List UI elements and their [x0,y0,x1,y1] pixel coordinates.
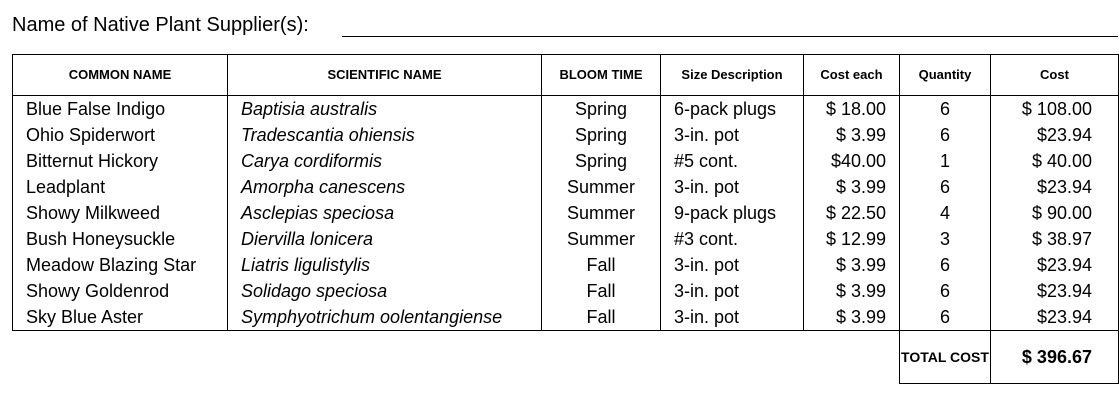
cell-cost-each: $ 22.50 [804,200,900,226]
cell-cost-each: $ 3.99 [804,252,900,278]
cell-size-description: 3-in. pot [661,278,804,304]
cell-common-name: Sky Blue Aster [13,304,228,331]
cell-scientific-name: Tradescantia ohiensis [228,122,542,148]
table-row [13,252,1119,278]
cell-scientific-name: Amorpha canescens [228,174,542,200]
cell-common-name: Showy Goldenrod [13,278,228,304]
cell-bloom-time: Spring [542,96,661,123]
total-row-spacer [13,331,900,384]
cell-size-description: 9-pack plugs [661,200,804,226]
cell-cost-each: $ 3.99 [804,174,900,200]
cell-common-name: Leadplant [13,174,228,200]
cell-cost-each: $ 3.99 [804,278,900,304]
cell-scientific-name: Baptisia australis [228,96,542,123]
cell-scientific-name: Symphyotrichum oolentangiense [228,304,542,331]
cell-bloom-time: Fall [542,278,661,304]
cell-size-description: 3-in. pot [661,304,804,331]
cell-quantity: 6 [900,304,991,331]
cell-common-name: Blue False Indigo [13,96,228,123]
cell-quantity: 6 [900,278,991,304]
cell-size-description: 3-in. pot [661,252,804,278]
cell-quantity: 6 [900,252,991,278]
header-common-name: COMMON NAME [13,55,228,96]
cell-common-name: Meadow Blazing Star [13,252,228,278]
cell-cost: $23.94 [991,278,1119,304]
cell-quantity: 6 [900,122,991,148]
cell-quantity: 4 [900,200,991,226]
cell-scientific-name: Asclepias speciosa [228,200,542,226]
cell-cost: $23.94 [991,304,1119,331]
cell-quantity: 6 [900,174,991,200]
cell-size-description: 3-in. pot [661,174,804,200]
cell-cost-each: $ 18.00 [804,96,900,123]
cell-cost: $ 38.97 [991,226,1119,252]
plant-order-table [12,54,1119,384]
cell-bloom-time: Fall [542,304,661,331]
cell-bloom-time: Summer [542,200,661,226]
cell-cost: $23.94 [991,174,1119,200]
cell-common-name: Bush Honeysuckle [13,226,228,252]
cell-cost-each: $ 12.99 [804,226,900,252]
header-bloom-time: BLOOM TIME [542,55,661,96]
cell-bloom-time: Spring [542,122,661,148]
cell-size-description: #3 cont. [661,226,804,252]
supplier-label: Name of Native Plant Supplier(s): [12,14,309,36]
header-quantity: Quantity [900,55,991,96]
total-cost-value: $ 396.67 [991,331,1119,384]
cell-cost-each: $40.00 [804,148,900,174]
table-row [13,122,1119,148]
total-row [13,331,1119,384]
cell-quantity: 6 [900,96,991,123]
table-row [13,278,1119,304]
table-row [13,96,1119,123]
cell-cost: $ 108.00 [991,96,1119,123]
table-row [13,304,1119,331]
cell-cost: $ 40.00 [991,148,1119,174]
cell-common-name: Ohio Spiderwort [13,122,228,148]
cell-common-name: Bitternut Hickory [13,148,228,174]
table-row [13,226,1119,252]
table-row [13,148,1119,174]
cell-size-description: #5 cont. [661,148,804,174]
total-cost-label: TOTAL COST [900,331,991,384]
cell-scientific-name: Solidago speciosa [228,278,542,304]
cell-bloom-time: Summer [542,226,661,252]
cell-scientific-name: Carya cordiformis [228,148,542,174]
cell-bloom-time: Summer [542,174,661,200]
cell-cost: $23.94 [991,252,1119,278]
cell-cost-each: $ 3.99 [804,122,900,148]
cell-scientific-name: Diervilla lonicera [228,226,542,252]
header-cost-each: Cost each [804,55,900,96]
cell-bloom-time: Spring [542,148,661,174]
cell-cost-each: $ 3.99 [804,304,900,331]
cell-quantity: 1 [900,148,991,174]
header-row [13,55,1119,96]
header-size-description: Size Description [661,55,804,96]
cell-size-description: 6-pack plugs [661,96,804,123]
header-cost: Cost [991,55,1119,96]
table-row [13,174,1119,200]
supplier-name-field[interactable] [342,36,1118,37]
cell-bloom-time: Fall [542,252,661,278]
table-row [13,200,1119,226]
cell-size-description: 3-in. pot [661,122,804,148]
cell-scientific-name: Liatris ligulistylis [228,252,542,278]
cell-cost: $23.94 [991,122,1119,148]
cell-quantity: 3 [900,226,991,252]
cell-common-name: Showy Milkweed [13,200,228,226]
cell-cost: $ 90.00 [991,200,1119,226]
header-scientific-name: SCIENTIFIC NAME [228,55,542,96]
